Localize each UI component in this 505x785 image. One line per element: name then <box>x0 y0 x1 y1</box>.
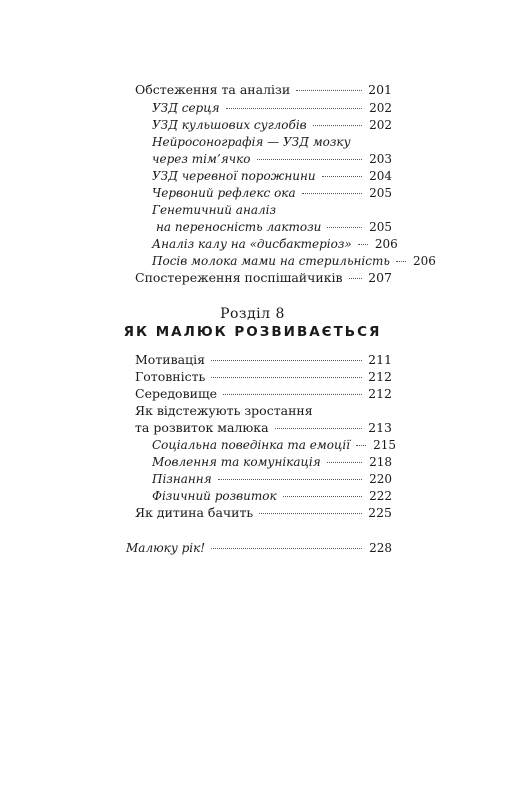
dot-leader <box>257 159 363 160</box>
toc-entry-label: УЗД серця <box>152 101 220 115</box>
toc-entry-label: Пізнання <box>152 472 212 486</box>
dot-leader <box>226 108 362 109</box>
toc-entry-label: Малюку рік! <box>126 541 206 555</box>
toc-entry-page: 204 <box>369 169 392 183</box>
toc-entry-page: 203 <box>369 152 392 166</box>
toc-entry-label: Соціальна поведінка та емоції <box>152 438 351 452</box>
toc-entry-label: Мотивація <box>135 352 205 367</box>
toc-entry-label: Готовність <box>135 369 206 384</box>
toc-entry-finale <box>126 540 392 556</box>
toc-subentry <box>152 488 392 504</box>
toc-entry-page: 205 <box>369 220 392 234</box>
toc-entry-page: 218 <box>369 455 392 469</box>
toc-subentry <box>152 454 392 470</box>
toc-entry <box>135 270 392 286</box>
dot-leader <box>396 261 406 262</box>
toc-entry-label: на переносність лактози <box>156 220 322 234</box>
dot-leader <box>356 445 366 446</box>
dot-leader <box>322 176 362 177</box>
toc-entry-label: Аналіз калу на «дисбактеріоз» <box>152 237 352 251</box>
toc-subentry <box>152 151 392 167</box>
toc-entry-label: Середовище <box>135 386 217 401</box>
dot-leader <box>283 496 362 497</box>
toc-entry-label: Обстеження та аналізи <box>135 82 291 97</box>
dot-leader <box>358 244 368 245</box>
toc-entry-page: 206 <box>412 254 436 268</box>
toc-entry-label: Червоний рефлекс ока <box>152 186 296 200</box>
dot-leader <box>218 479 362 480</box>
toc-entry-page: 220 <box>369 472 392 486</box>
toc-entry-label: через тім’ячко <box>152 152 251 166</box>
dot-leader <box>313 125 362 126</box>
toc-entry-page: 201 <box>368 82 392 97</box>
dot-leader <box>275 428 362 429</box>
toc-entry-page: 228 <box>369 541 392 555</box>
toc-entry <box>135 420 392 436</box>
dot-leader <box>296 90 362 91</box>
toc-entry-page: 202 <box>369 101 392 115</box>
chapter-title: ЯК МАЛЮК РОЗВИВАЄТЬСЯ <box>123 324 382 340</box>
toc-subentry <box>152 437 397 453</box>
toc-entry-label-line: Як відстежують зростання <box>135 403 313 418</box>
toc-entry-page: 202 <box>369 118 392 132</box>
toc-entry-page: 211 <box>368 352 392 367</box>
toc-entry-label: та розвиток малюка <box>135 420 269 435</box>
toc-entry-label-line: Нейросонографія — УЗД мозку <box>152 135 351 149</box>
chapter-number: Розділ 8 <box>220 306 285 322</box>
dot-leader <box>211 377 362 378</box>
toc-subentry <box>156 219 392 235</box>
toc-entry-label: УЗД кульшових суглобів <box>152 118 307 132</box>
dot-leader <box>259 513 362 514</box>
toc-entry-page: 215 <box>373 438 397 452</box>
toc-entry-label: Мовлення та комунікація <box>152 455 321 469</box>
toc-entry-label: Фізичний розвиток <box>152 489 277 503</box>
toc-entry <box>135 369 392 385</box>
toc-entry-label: Посів молока мами на стерильність <box>152 254 390 268</box>
toc-entry-page: 213 <box>368 420 392 435</box>
toc-subentry <box>152 185 392 201</box>
toc-subentry <box>152 253 436 269</box>
toc-entry-label-line: Генетичний аналіз <box>152 203 277 217</box>
toc-subentry <box>152 168 392 184</box>
toc-entry <box>135 352 392 368</box>
toc-entry-page: 212 <box>368 386 392 401</box>
toc-entry-page: 207 <box>368 270 392 285</box>
toc-subentry <box>152 100 392 116</box>
toc-entry <box>135 505 392 521</box>
toc-entry-label: Спостереження поспішайчиків <box>135 270 343 285</box>
toc-entry-page: 205 <box>369 186 392 200</box>
toc-subentry <box>152 117 392 133</box>
dot-leader <box>211 360 362 361</box>
dot-leader <box>211 548 362 549</box>
toc-entry <box>135 82 392 98</box>
toc-subentry <box>152 471 392 487</box>
toc-entry <box>135 386 392 402</box>
toc-subentry <box>152 236 398 252</box>
toc-entry-page: 206 <box>374 237 398 251</box>
dot-leader <box>349 278 362 279</box>
dot-leader <box>302 193 362 194</box>
toc-entry-page: 212 <box>368 369 392 384</box>
toc-entry-label: Як дитина бачить <box>135 505 254 520</box>
toc-entry-page: 222 <box>369 489 392 503</box>
dot-leader <box>327 462 362 463</box>
toc-entry-page: 225 <box>368 505 392 520</box>
dot-leader <box>327 227 362 228</box>
toc-entry-label: УЗД черевної порожнини <box>152 169 316 183</box>
dot-leader <box>223 394 362 395</box>
